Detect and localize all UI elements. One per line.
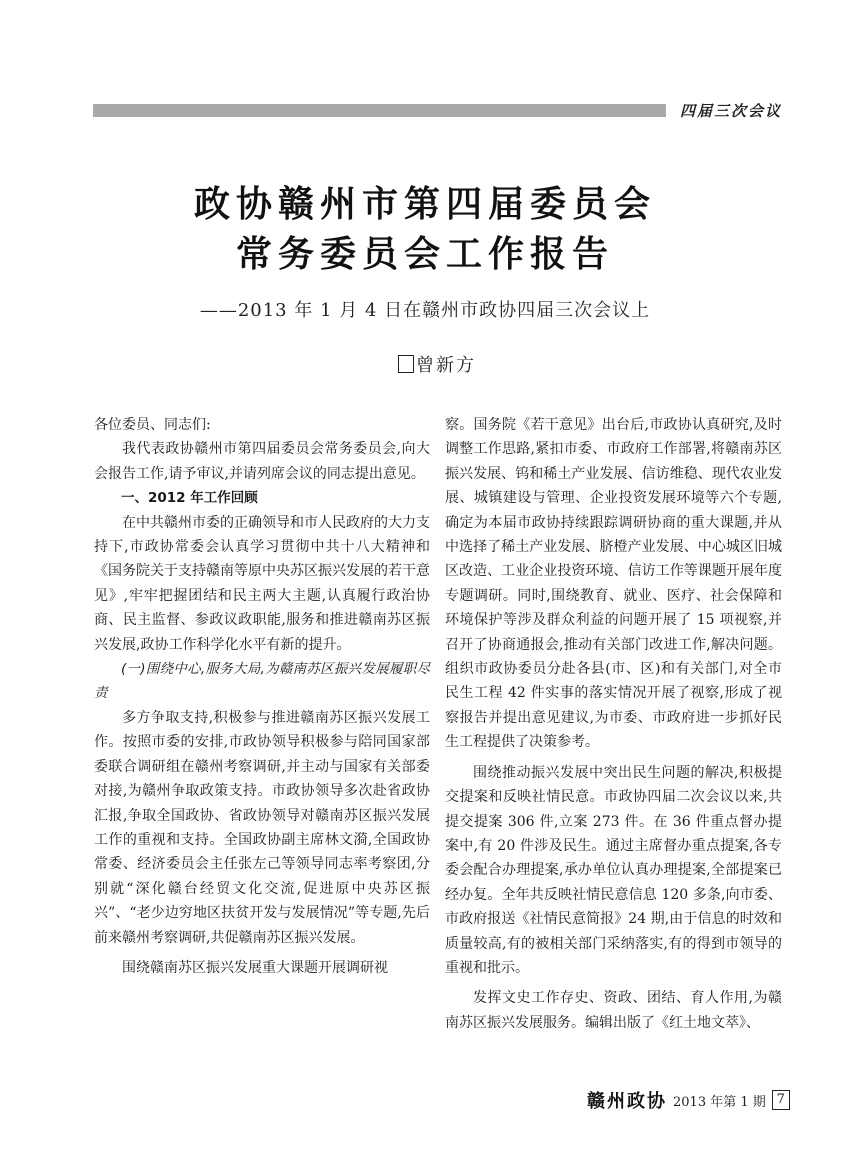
subsection-heading: (一)围绕中心,服务大局,为赣南苏区振兴发展履职尽责 [94,661,430,702]
issue-number: 2013 年第 1 期 [673,1094,766,1110]
body-paragraph: 在中共赣州市委的正确领导和市人民政府的大力支持下,市政协常委会认真学习贯彻中共十八大精神和《国务院关于支持赣南等原中央苏区振兴发展的若干意见》,牢牢把握团结和民主两大主题,认真履行政治协商、民主监督、参政议政职能,服务和推进赣南苏区振兴发展,政协工作科学化水平有新的提升。 [94,514,430,653]
section-heading: 一、2012 年工作回顾 [121,490,258,507]
author-box-icon [398,355,414,373]
header-rule-bar [93,104,666,117]
body-paragraph: 察。国务院《若干意见》出台后,市政协认真研究,及时调整工作思路,紧扣市委、市政府工作部署,将赣南苏区振兴发展、钨和稀土产业发展、信访维稳、现代农业发展、城镇建设与管理、企业投资发展环境等六个专题,确定为本届市政协持续跟踪调研协商的重大课题,并从中选择了稀土产业发展、脐橙产业发展、中心城区旧城区改造、工业企业投资环境、信访工作等课题开展年度专题调研。同时,围绕教育、就业、医疗、社会保障和环境保护等涉及群众利益的问题开展了 15 项视察,并召开了协商通报会,推动有关部门改进工作,解决问题。组织市政协委员分赴各县(市、区)和有关部门,对全市民生工程 42 件实事的落实情况开展了视察,形成了视察报告并提出意见建议,为市委、市政府进一步抓好民生工程提供了决策参考。 [445,417,782,751]
section-label: 四届三次会议 [680,102,783,120]
journal-name: 赣州政协 [587,1091,667,1112]
page-footer [587,1087,790,1113]
page-number: 7 [772,1090,790,1110]
salutation: 各位委员、同志们: [94,417,211,433]
body-paragraph: 发挥文史工作存史、资政、团结、育人作用,为赣南苏区振兴发展服务。编辑出版了《红土地文萃》、 [445,990,782,1031]
author-byline [398,351,476,377]
author-name: 曾新方 [416,355,476,376]
report-title-line-2: 常务委员会工作报告 [235,234,614,275]
left-column [94,413,430,980]
body-paragraph: 围绕赣南苏区振兴发展重大课题开展调研视 [122,959,388,976]
intro-paragraph: 我代表政协赣州市第四届委员会常务委员会,向大会报告工作,请予审议,并请列席会议的同志提出意见。 [94,441,430,482]
report-subtitle: ——2013 年 1 月 4 日在赣州市政协四届三次会议上 [199,300,651,321]
body-paragraph: 围绕推动振兴发展中突出民生问题的解决,积极提交提案和反映社情民意。市政协四届二次会议以来,共提交提案 306 件,立案 273 件。在 36 件重点督办提案中,有 20 件涉及民生。通过主席督办重点提案,各专委会配合办理提案,承办单位认真办理提案,全部提案已经办复。全年共反映社情民意信息 120 多条,向市委、市政府报送《社情民意简报》24 期,由于信息的时效和质量较高,有的被相关部门采纳落实,有的得到市领导的重视和批示。 [445,764,782,976]
report-title-line-1: 政协赣州市第四届委员会 [193,184,656,225]
body-paragraph: 多方争取支持,积极参与推进赣南苏区振兴发展工作。按照市委的安排,市政协领导积极参与陪同国家部委联合调研组在赣州考察调研,并主动与国家有关部委对接,为赣州争取政策支持。市政协领导多次赴省政协汇报,争取全国政协、省政协领导对赣南苏区振兴发展工作的重视和支持。全国政协副主席林文漪,全国政协常委、经济委员会主任张左己等领导同志率考察团,分别就“深化赣台经贸文化交流,促进原中央苏区振兴”、“老少边穷地区扶贫开发与发展情况”等专题,先后前来赣州考察调研,共促赣南苏区振兴发展。 [94,709,430,946]
right-column [445,413,782,1035]
